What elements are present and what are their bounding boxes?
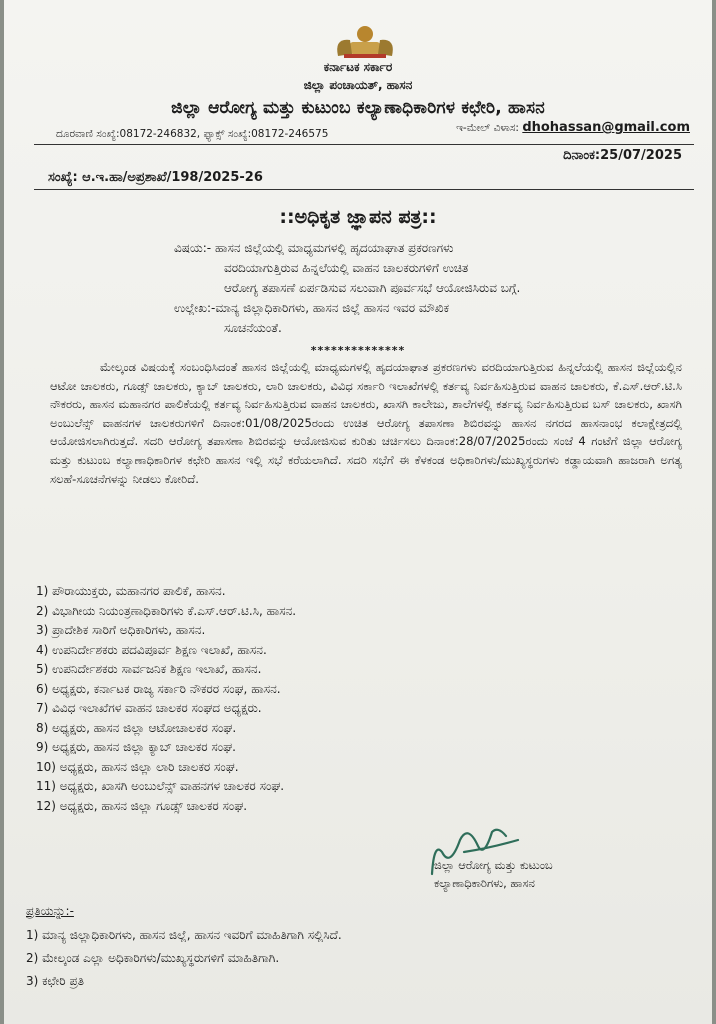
list-item: 2) ವಿಭಾಗೀಯ ನಿಯಂತ್ರಣಾಧಿಕಾರಿಗಳು ಕೆ.ಎಸ್.ಆರ್.ಟಿ.ಸಿ, ಹಾಸನ. (36, 603, 297, 618)
state-name: ಕರ್ನಾಟಕ ಸರ್ಕಾರ (323, 60, 393, 74)
list-item: 1) ಪೌರಾಯುಕ್ತರು, ಮಹಾನಗರ ಪಾಲಿಕೆ, ಹಾಸನ. (36, 584, 226, 598)
addressee-list (36, 582, 296, 816)
list-item: 12) ಅಧ್ಯಕ್ಷರು, ಹಾಸನ ಜಿಲ್ಲಾ ಗೂಡ್ಸ್ ಚಾಲಕರ ಸಂಘ. (36, 798, 248, 813)
subject-line-1: ವಿಷಯ:- ಹಾಸನ ಜಿಲ್ಲೆಯಲ್ಲಿ ಮಾಧ್ಯಮಗಳಲ್ಲಿ ಹೃದಯಾಘಾತ ಪ್ರಕರಣಗಳು (174, 241, 454, 255)
reference-line-2: ಸೂಚನೆಯಂತೆ. (224, 321, 282, 335)
memo-page (4, 0, 712, 1024)
reference-line-1: ಉಲ್ಲೇಖ:-ಮಾನ್ಯ ಜಿಲ್ಲಾಧಿಕಾರಿಗಳು, ಹಾಸನ ಜಿಲ್ಲೆ ಹಾಸನ ಇವರ ಮೌಖಿಕ (174, 301, 450, 315)
list-item: 4) ಉಪನಿರ್ದೇಶಕರು ಪದವಿಪೂರ್ವ ಶಿಕ್ಷಣ ಇಲಾಖೆ, ಹಾಸನ. (36, 642, 267, 657)
reference-divider (34, 189, 694, 190)
district-panchayat: ಜಿಲ್ಲಾ ಪಂಚಾಯತ್, ಹಾಸನ (303, 78, 413, 92)
email-address: dhohassan@gmail.com (522, 120, 690, 135)
memo-heading: ::ಅಧಿಕೃತ ಜ್ಞಾಪನ ಪತ್ರ:: (279, 206, 437, 228)
state-emblem-icon (330, 22, 400, 60)
memo-body: ಮೇಲ್ಕಂಡ ವಿಷಯಕ್ಕೆ ಸಂಬಂಧಿಸಿದಂತೆ ಹಾಸನ ಜಿಲ್ಲೆಯಲ್ಲಿ ಮಾಧ್ಯಮಗಳಲ್ಲಿ ಹೃದಯಾಘಾತ ಪ್ರಕರಣಗಳು ವರದಿಯಾಗುತ್ತಿರುವ ಹಿನ್ನಲೆಯಲ್ಲಿ ಹಾಸನ ಜಿಲ್ಲೆಯಲ್ಲಿನ ಆಟೋ ಚಾಲಕರು, ಗೂಡ್ಸ್ ಚಾಲಕರು, ಕ್ಯಾಬ್ ಚಾಲಕರು, ಲಾರಿ ಚಾಲಕರು, ವಿವಿಧ ಸರ್ಕಾರಿ ಇಲಾಖೆಗಳಲ್ಲಿ ಕರ್ತವ್ಯ ನಿರ್ವಹಿಸುತ್ತಿರುವ ವಾಹನ ಚಾಲಕರು, ಕೆ.ಎಸ್.ಆರ್.ಟಿ.ಸಿ ನೌಕರರು, ಹಾಸನ ಮಹಾನಗರ ಪಾಲಿಕೆಯಲ್ಲಿ ಕರ್ತವ್ಯ ನಿರ್ವಹಿಸುತ್ತಿರುವ ವಾಹನ ಚಾಲಕರು, ಖಾಸಗಿ ಕಾಲೇಜು, ಶಾಲೆಗಳಲ್ಲಿ ಕರ್ತವ್ಯ ನಿರ್ವಹಿಸುತ್ತಿರುವ ಬಸ್ ಚಾಲಕರು, ಖಾಸಗಿ ಅಂಬುಲೆನ್ಸ್ ವಾಹನಗಳ ಚಾಲಕರುಗಳಿಗೆ ದಿನಾಂಕ:01/08/2025ರಂದು ಉಚಿತ ಆರೋಗ್ಯ ತಪಾಸಣಾ ಶಿಬಿರವನ್ನು ಹಾಸನ ನಗರದ ಹಾಸನಾಂಭ ಕಲಾಕ್ಷೇತ್ರದಲ್ಲಿ ಆಯೋಜಿಸಲಾಗಿರುತ್ತದೆ. ಸದರಿ ಆರೋಗ್ಯ ತಪಾಸಣಾ ಶಿಬಿರವನ್ನು ಆಯೋಜಿಸುವ ಕುರಿತು ಚರ್ಚಿಸಲು ದಿನಾಂಕ:28/07/2025ರಂದು ಸಂಜೆ 4 ಗಂಟೆಗೆ ಜಿಲ್ಲಾ ಆರೋಗ್ಯ ಮತ್ತು ಕುಟುಂಬ ಕಲ್ಯಾಣಾಧಿಕಾರಿಗಳ ಕಛೇರಿ ಹಾಸನ ಇಲ್ಲಿ ಸಭೆ ಕರೆಯಲಾಗಿದೆ. ಸದರಿ ಸಭೆಗೆ ಈ ಕೆಳಕಂಡ ಅಧಿಕಾರಿಗಳು/ಮುಖ್ಯಸ್ಥರುಗಳು ಕಡ್ಡಾಯವಾಗಿ ಹಾಜರಾಗಿ ಅಗತ್ಯ ಸಲಹೆ-ಸೂಚನೆಗಳನ್ನು ನೀಡಲು ಕೋರಿದೆ. (50, 360, 682, 486)
list-item: 6) ಅಧ್ಯಕ್ಷರು, ಕರ್ನಾಟಕ ರಾಜ್ಯ ಸರ್ಕಾರಿ ನೌಕರರ ಸಂಘ, ಹಾಸನ. (36, 681, 281, 696)
signatory-line-2: ಕಲ್ಯಾಣಾಧಿಕಾರಿಗಳು, ಹಾಸನ (434, 876, 535, 890)
list-item: 2) ಮೇಲ್ಕಂಡ ಎಲ್ಲಾ ಅಧಿಕಾರಿಗಳು/ಮುಖ್ಯಸ್ಥರುಗಳಿಗೆ ಮಾಹಿತಿಗಾಗಿ. (26, 951, 280, 965)
email-block (456, 120, 690, 135)
list-item: 3) ಪ್ರಾದೇಶಿಕ ಸಾರಿಗೆ ಅಧಿಕಾರಿಗಳು, ಹಾಸನ. (36, 623, 206, 637)
list-item: 11) ಅಧ್ಯಕ್ಷರು, ಖಾಸಗಿ ಅಂಬುಲೆನ್ಸ್ ವಾಹನಗಳ ಚಾಲಕರ ಸಂಘ. (36, 779, 285, 793)
email-label: ಇ-ಮೇಲ್ ವಿಳಾಸ: (456, 122, 519, 134)
memo-date: ದಿನಾಂಕ:25/07/2025 (563, 148, 682, 163)
reference-number: ಸಂಖ್ಯೆ: ಆ.ಇ.ಹಾ/ಅಪ್ರಶಾಖೆ/198/2025-26 (48, 170, 263, 185)
signatory-line-1: ಜಿಲ್ಲಾ ಆರೋಗ್ಯ ಮತ್ತು ಕುಟುಂಬ (434, 858, 553, 872)
subject-block (174, 238, 682, 338)
letterhead-divider (34, 144, 694, 145)
copy-to-list (26, 924, 342, 993)
subject-line-3: ಆರೋಗ್ಯ ತಪಾಸಣೆ ಏರ್ಪಡಿಸುವ ಸಲುವಾಗಿ ಪೂರ್ವಸಭೆ ಆಯೋಜಿಸಿರುವ ಬಗ್ಗೆ. (224, 281, 521, 295)
phone-fax: ದೂರವಾಣಿ ಸಂಖ್ಯೆ:08172-246832, ಫ್ಯಾಕ್ಸ್ ಸಂಖ್ಯೆ:08172-246575 (56, 128, 329, 140)
list-item: 10) ಅಧ್ಯಕ್ಷರು, ಹಾಸನ ಜಿಲ್ಲಾ ಲಾರಿ ಚಾಲಕರ ಸಂಘ. (36, 759, 239, 774)
separator: ************** (310, 344, 406, 357)
list-item: 5) ಉಪನಿರ್ದೇಶಕರು ಸಾರ್ವಜನಿಕ ಶಿಕ್ಷಣ ಇಲಾಖೆ, ಹಾಸನ. (36, 662, 262, 676)
copy-to-title: ಪ್ರತಿಯನ್ನು:- (26, 904, 74, 918)
list-item: 7) ವಿವಿಧ ಇಲಾಖೆಗಳ ವಾಹನ ಚಾಲಕರ ಸಂಘದ ಅಧ್ಯಕ್ಷರು. (36, 701, 262, 715)
subject-line-2: ವರದಿಯಾಗುತ್ತಿರುವ ಹಿನ್ನಲೆಯಲ್ಲಿ ವಾಹನ ಚಾಲಕರುಗಳಿಗೆ ಉಚಿತ (224, 261, 469, 275)
list-item: 9) ಅಧ್ಯಕ್ಷರು, ಹಾಸನ ಜಿಲ್ಲಾ ಕ್ಯಾಬ್ ಚಾಲಕರ ಸಂಘ. (36, 740, 236, 754)
list-item: 8) ಅಧ್ಯಕ್ಷರು, ಹಾಸನ ಜಿಲ್ಲಾ ಆಟೋಚಾಲಕರ ಸಂಘ. (36, 720, 237, 735)
office-name: ಜಿಲ್ಲಾ ಆರೋಗ್ಯ ಮತ್ತು ಕುಟುಂಬ ಕಲ್ಯಾಣಾಧಿಕಾರಿಗಳ ಕಛೇರಿ, ಹಾಸನ (171, 98, 545, 118)
signatory-block (434, 856, 553, 892)
list-item: 3) ಕಛೇರಿ ಪ್ರತಿ (26, 974, 85, 988)
list-item: 1) ಮಾನ್ಯ ಜಿಲ್ಲಾಧಿಕಾರಿಗಳು, ಹಾಸನ ಜಿಲ್ಲೆ, ಹಾಸನ ಇವರಿಗೆ ಮಾಹಿತಿಗಾಗಿ ಸಲ್ಲಿಸಿದೆ. (26, 928, 342, 942)
